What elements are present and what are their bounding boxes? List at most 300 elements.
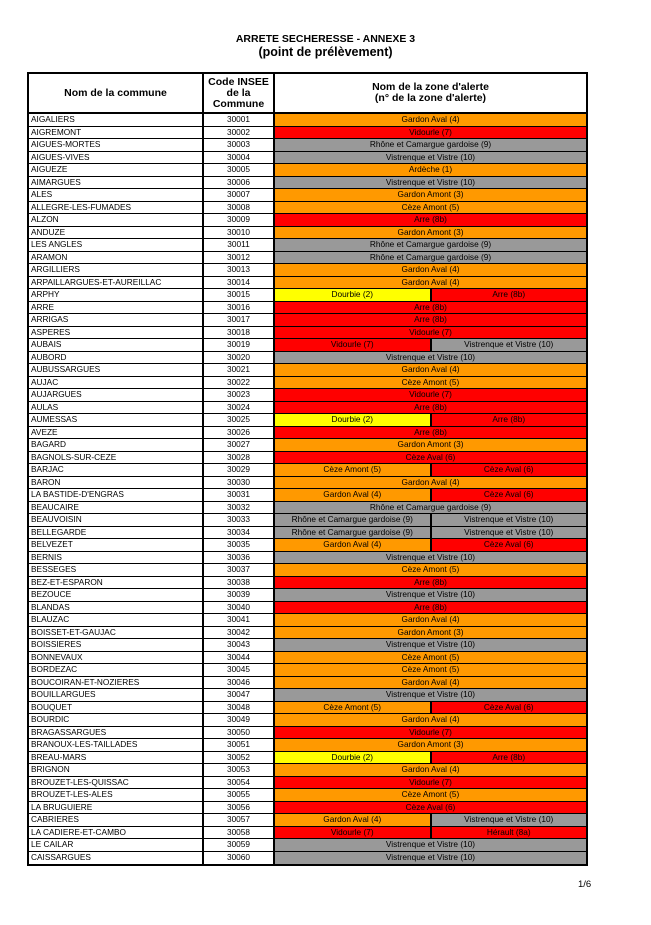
- insee-code: 30037: [204, 564, 275, 576]
- table-row: [29, 114, 586, 127]
- zone-alerte: Arre (8b): [430, 752, 587, 764]
- insee-code: 30053: [204, 764, 275, 776]
- zone-cell: [275, 589, 586, 601]
- zone-alerte: Gardon Amont (3): [275, 189, 586, 201]
- zone-alerte: Arre (8b): [275, 214, 586, 226]
- header-code-insee: [204, 74, 275, 112]
- insee-code: 30023: [204, 389, 275, 401]
- table-row: [29, 464, 586, 477]
- commune-name: BRANOUX-LES-TAILLADES: [29, 739, 204, 751]
- insee-code: 30005: [204, 164, 275, 176]
- zone-alerte: Arre (8b): [275, 302, 586, 314]
- table-row: [29, 577, 586, 590]
- zone-alerte: Rhône et Camargue gardoise (9): [275, 527, 430, 539]
- zone-cell: [275, 552, 586, 564]
- zone-alerte: Vidourle (7): [275, 327, 586, 339]
- table-row: [29, 352, 586, 365]
- zone-cell: [275, 252, 586, 264]
- commune-name: BERNIS: [29, 552, 204, 564]
- zone-cell: [275, 714, 586, 726]
- zone-alerte: Vistrenque et Vistre (10): [430, 514, 587, 526]
- header-zone-alerte: [275, 74, 586, 112]
- zone-alerte: Vistrenque et Vistre (10): [275, 589, 586, 601]
- commune-name: BROUZET-LES-ALES: [29, 789, 204, 801]
- insee-code: 30030: [204, 477, 275, 489]
- zone-cell: [275, 327, 586, 339]
- zone-cell: [275, 214, 586, 226]
- insee-code: 30050: [204, 727, 275, 739]
- table-row: [29, 277, 586, 290]
- insee-code: 30038: [204, 577, 275, 589]
- zone-alerte: Vidourle (7): [275, 777, 586, 789]
- commune-name: BARJAC: [29, 464, 204, 476]
- commune-name: AIGUES-MORTES: [29, 139, 204, 151]
- commune-name: BELLEGARDE: [29, 527, 204, 539]
- table-row: [29, 814, 586, 827]
- zone-alerte: Arre (8b): [275, 602, 586, 614]
- zone-alerte: Gardon Aval (4): [275, 764, 586, 776]
- insee-code: 30051: [204, 739, 275, 751]
- zone-alerte: Cèze Amont (5): [275, 789, 586, 801]
- insee-code: 30028: [204, 452, 275, 464]
- commune-name: CAISSARGUES: [29, 852, 204, 865]
- insee-code: 30046: [204, 677, 275, 689]
- header-code-line2: de la: [226, 86, 251, 99]
- zone-alerte: Vidourle (7): [275, 127, 586, 139]
- commune-name: BAGARD: [29, 439, 204, 451]
- table-row: [29, 839, 586, 852]
- zone-alerte: Cèze Aval (6): [275, 452, 586, 464]
- commune-name: BEAUCAIRE: [29, 502, 204, 514]
- zone-alerte: Vistrenque et Vistre (10): [275, 839, 586, 851]
- commune-name: BRAGASSARGUES: [29, 727, 204, 739]
- zone-alerte: Gardon Aval (4): [275, 814, 430, 826]
- zone-alerte: Arre (8b): [275, 427, 586, 439]
- zone-alerte: Rhône et Camargue gardoise (9): [275, 239, 586, 251]
- commune-name: AUBAIS: [29, 339, 204, 351]
- table-row: [29, 664, 586, 677]
- zone-alerte: Cèze Amont (5): [275, 702, 430, 714]
- table-row: [29, 477, 586, 490]
- insee-code: 30002: [204, 127, 275, 139]
- insee-code: 30045: [204, 664, 275, 676]
- commune-name: ARGILLIERS: [29, 264, 204, 276]
- zone-alerte: Cèze Aval (6): [275, 802, 586, 814]
- zone-cell: [275, 739, 586, 751]
- zone-alerte: Gardon Aval (4): [275, 539, 430, 551]
- zone-cell: [275, 114, 586, 126]
- zone-cell: [275, 277, 586, 289]
- zone-alerte: Dourbie (2): [275, 289, 430, 301]
- zone-alerte: Cèze Aval (6): [430, 464, 587, 476]
- zone-cell: [275, 427, 586, 439]
- table-row: [29, 539, 586, 552]
- zone-alerte: Vistrenque et Vistre (10): [275, 152, 586, 164]
- table-row: [29, 714, 586, 727]
- table-row: [29, 652, 586, 665]
- zone-alerte: Gardon Aval (4): [275, 114, 586, 126]
- insee-code: 30049: [204, 714, 275, 726]
- table-row: [29, 777, 586, 790]
- zone-alerte: Cèze Amont (5): [275, 377, 586, 389]
- zone-alerte: Gardon Aval (4): [275, 677, 586, 689]
- insee-code: 30010: [204, 227, 275, 239]
- zone-cell: [275, 202, 586, 214]
- table-row: [29, 689, 586, 702]
- insee-code: 30024: [204, 402, 275, 414]
- zone-alerte: Gardon Aval (4): [275, 277, 586, 289]
- insee-code: 30006: [204, 177, 275, 189]
- zone-cell: [275, 389, 586, 401]
- commune-name: ARPHY: [29, 289, 204, 301]
- table-row: [29, 514, 586, 527]
- zone-alerte: Cèze Amont (5): [275, 664, 586, 676]
- zone-alerte: Gardon Aval (4): [275, 714, 586, 726]
- commune-name: BAGNOLS-SUR-CEZE: [29, 452, 204, 464]
- table-row: [29, 139, 586, 152]
- zone-alerte: Ardèche (1): [275, 164, 586, 176]
- commune-name: ARRIGAS: [29, 314, 204, 326]
- page-number: 1/6: [578, 879, 592, 890]
- communes-table: [27, 72, 588, 866]
- header-zone-line1: Nom de la zone d'alerte: [372, 81, 489, 93]
- zone-alerte: Rhône et Camargue gardoise (9): [275, 139, 586, 151]
- insee-code: 30060: [204, 852, 275, 865]
- zone-alerte: Cèze Amont (5): [275, 652, 586, 664]
- insee-code: 30040: [204, 602, 275, 614]
- zone-cell: [275, 852, 586, 865]
- table-row: [29, 164, 586, 177]
- table-row: [29, 239, 586, 252]
- insee-code: 30029: [204, 464, 275, 476]
- insee-code: 30059: [204, 839, 275, 851]
- zone-alerte: Cèze Amont (5): [275, 564, 586, 576]
- commune-name: BESSEGES: [29, 564, 204, 576]
- table-row: [29, 614, 586, 627]
- insee-code: 30001: [204, 114, 275, 126]
- insee-code: 30042: [204, 627, 275, 639]
- zone-alerte: Gardon Amont (3): [275, 439, 586, 451]
- commune-name: BLAUZAC: [29, 614, 204, 626]
- insee-code: 30019: [204, 339, 275, 351]
- insee-code: 30004: [204, 152, 275, 164]
- zone-cell: [275, 189, 586, 201]
- commune-name: AUBUSSARGUES: [29, 364, 204, 376]
- zone-cell: [275, 602, 586, 614]
- insee-code: 30025: [204, 414, 275, 426]
- zone-alerte: Cèze Amont (5): [275, 202, 586, 214]
- header-code-line3: Commune: [212, 97, 265, 110]
- table-row: [29, 489, 586, 502]
- table-row: [29, 414, 586, 427]
- zone-cell: [275, 314, 586, 326]
- commune-name: LA BASTIDE-D'ENGRAS: [29, 489, 204, 501]
- insee-code: 30033: [204, 514, 275, 526]
- table-row: [29, 202, 586, 215]
- zone-alerte: Arre (8b): [275, 577, 586, 589]
- insee-code: 30027: [204, 439, 275, 451]
- commune-name: AUJAC: [29, 377, 204, 389]
- zone-alerte: Vidourle (7): [275, 727, 586, 739]
- commune-name: ARPAILLARGUES-ET-AUREILLAC: [29, 277, 204, 289]
- table-row: [29, 289, 586, 302]
- table-row: [29, 402, 586, 415]
- commune-name: BRIGNON: [29, 764, 204, 776]
- zone-alerte: Dourbie (2): [275, 752, 430, 764]
- table-row: [29, 227, 586, 240]
- insee-code: 30011: [204, 239, 275, 251]
- zone-alerte: Cèze Aval (6): [430, 539, 587, 551]
- commune-name: AUJARGUES: [29, 389, 204, 401]
- insee-code: 30022: [204, 377, 275, 389]
- table-row: [29, 677, 586, 690]
- zone-cell: [275, 127, 586, 139]
- table-row: [29, 177, 586, 190]
- commune-name: AIGREMONT: [29, 127, 204, 139]
- insee-code: 30018: [204, 327, 275, 339]
- zone-alerte: Vidourle (7): [275, 339, 430, 351]
- zone-alerte: Gardon Aval (4): [275, 489, 430, 501]
- zone-cell: [275, 402, 586, 414]
- insee-code: 30014: [204, 277, 275, 289]
- insee-code: 30036: [204, 552, 275, 564]
- zone-cell: [275, 464, 586, 476]
- zone-alerte: Vistrenque et Vistre (10): [430, 814, 587, 826]
- commune-name: ARRE: [29, 302, 204, 314]
- commune-name: AIGUEZE: [29, 164, 204, 176]
- commune-name: BELVEZET: [29, 539, 204, 551]
- commune-name: BOUQUET: [29, 702, 204, 714]
- table-row: [29, 527, 586, 540]
- zone-alerte: Cèze Aval (6): [430, 489, 587, 501]
- insee-code: 30043: [204, 639, 275, 651]
- zone-alerte: Vistrenque et Vistre (10): [275, 639, 586, 651]
- table-row: [29, 264, 586, 277]
- zone-alerte: Gardon Aval (4): [275, 364, 586, 376]
- table-row: [29, 502, 586, 515]
- zone-cell: [275, 702, 586, 714]
- insee-code: 30044: [204, 652, 275, 664]
- commune-name: AIMARGUES: [29, 177, 204, 189]
- zone-cell: [275, 477, 586, 489]
- zone-cell: [275, 489, 586, 501]
- zone-cell: [275, 527, 586, 539]
- insee-code: 30026: [204, 427, 275, 439]
- commune-name: BARON: [29, 477, 204, 489]
- commune-name: ARAMON: [29, 252, 204, 264]
- zone-alerte: Cèze Amont (5): [275, 464, 430, 476]
- zone-cell: [275, 814, 586, 826]
- commune-name: BOUILLARGUES: [29, 689, 204, 701]
- insee-code: 30055: [204, 789, 275, 801]
- commune-name: BOUCOIRAN-ET-NOZIERES: [29, 677, 204, 689]
- table-row: [29, 302, 586, 315]
- zone-cell: [275, 302, 586, 314]
- zone-alerte: Vistrenque et Vistre (10): [275, 552, 586, 564]
- table-row: [29, 852, 586, 865]
- zone-alerte: Arre (8b): [275, 314, 586, 326]
- document-title: ARRETE SECHERESSE - ANNEXE 3: [235, 33, 416, 45]
- commune-name: LA CADIERE-ET-CAMBO: [29, 827, 204, 839]
- table-row: [29, 602, 586, 615]
- table-row: [29, 552, 586, 565]
- table-row: [29, 189, 586, 202]
- table-row: [29, 327, 586, 340]
- zone-cell: [275, 652, 586, 664]
- zone-cell: [275, 689, 586, 701]
- table-row: [29, 789, 586, 802]
- insee-code: 30035: [204, 539, 275, 551]
- zone-alerte: Gardon Aval (4): [275, 477, 586, 489]
- zone-alerte: Dourbie (2): [275, 414, 430, 426]
- table-row: [29, 627, 586, 640]
- table-row: [29, 639, 586, 652]
- commune-name: BEZ-ET-ESPARON: [29, 577, 204, 589]
- commune-name: BONNEVAUX: [29, 652, 204, 664]
- zone-cell: [275, 164, 586, 176]
- zone-cell: [275, 264, 586, 276]
- zone-alerte: Vistrenque et Vistre (10): [430, 339, 587, 351]
- zone-cell: [275, 827, 586, 839]
- insee-code: 30058: [204, 827, 275, 839]
- zone-cell: [275, 502, 586, 514]
- table-row: [29, 314, 586, 327]
- zone-cell: [275, 577, 586, 589]
- table-row: [29, 564, 586, 577]
- commune-name: ALLEGRE-LES-FUMADES: [29, 202, 204, 214]
- commune-name: BLANDAS: [29, 602, 204, 614]
- insee-code: 30021: [204, 364, 275, 376]
- insee-code: 30015: [204, 289, 275, 301]
- header-zone-line2: (n° de la zone d'alerte): [374, 92, 487, 104]
- insee-code: 30031: [204, 489, 275, 501]
- zone-alerte: Gardon Amont (3): [275, 627, 586, 639]
- insee-code: 30017: [204, 314, 275, 326]
- zone-alerte: Gardon Amont (3): [275, 739, 586, 751]
- header-commune: Nom de la commune: [29, 74, 204, 112]
- zone-cell: [275, 514, 586, 526]
- commune-name: BREAU-MARS: [29, 752, 204, 764]
- zone-alerte: Vistrenque et Vistre (10): [275, 352, 586, 364]
- zone-alerte: Vistrenque et Vistre (10): [430, 527, 587, 539]
- commune-name: BORDEZAC: [29, 664, 204, 676]
- table-row: [29, 427, 586, 440]
- insee-code: 30012: [204, 252, 275, 264]
- table-row: [29, 802, 586, 815]
- commune-name: ALZON: [29, 214, 204, 226]
- commune-name: ALES: [29, 189, 204, 201]
- table-row: [29, 702, 586, 715]
- insee-code: 30052: [204, 752, 275, 764]
- zone-cell: [275, 414, 586, 426]
- zone-cell: [275, 139, 586, 151]
- insee-code: 30032: [204, 502, 275, 514]
- commune-name: BOISSIERES: [29, 639, 204, 651]
- zone-alerte: Gardon Amont (3): [275, 227, 586, 239]
- commune-name: BEZOUCE: [29, 589, 204, 601]
- zone-alerte: Gardon Aval (4): [275, 614, 586, 626]
- zone-alerte: Arre (8b): [430, 414, 587, 426]
- zone-alerte: Vidourle (7): [275, 827, 430, 839]
- zone-cell: [275, 227, 586, 239]
- zone-alerte: Gardon Aval (4): [275, 264, 586, 276]
- zone-cell: [275, 752, 586, 764]
- insee-code: 30008: [204, 202, 275, 214]
- commune-name: AULAS: [29, 402, 204, 414]
- insee-code: 30057: [204, 814, 275, 826]
- commune-name: BOISSET-ET-GAUJAC: [29, 627, 204, 639]
- zone-cell: [275, 614, 586, 626]
- zone-alerte: Vidourle (7): [275, 389, 586, 401]
- table-row: [29, 727, 586, 740]
- zone-cell: [275, 339, 586, 351]
- table-row: [29, 252, 586, 265]
- insee-code: 30034: [204, 527, 275, 539]
- insee-code: 30013: [204, 264, 275, 276]
- zone-cell: [275, 352, 586, 364]
- insee-code: 30007: [204, 189, 275, 201]
- commune-name: LES ANGLES: [29, 239, 204, 251]
- insee-code: 30048: [204, 702, 275, 714]
- commune-name: AIGALIERS: [29, 114, 204, 126]
- zone-cell: [275, 564, 586, 576]
- commune-name: AUMESSAS: [29, 414, 204, 426]
- commune-name: LA BRUGUIERE: [29, 802, 204, 814]
- table-row: [29, 739, 586, 752]
- insee-code: 30041: [204, 614, 275, 626]
- header-code-line1: Code INSEE: [208, 75, 269, 88]
- table-row: [29, 339, 586, 352]
- insee-code: 30003: [204, 139, 275, 151]
- zone-cell: [275, 377, 586, 389]
- zone-cell: [275, 177, 586, 189]
- commune-name: AVEZE: [29, 427, 204, 439]
- table-header: [29, 74, 586, 114]
- commune-name: ANDUZE: [29, 227, 204, 239]
- zone-alerte: Vistrenque et Vistre (10): [275, 689, 586, 701]
- table-row: [29, 452, 586, 465]
- table-body: [29, 114, 586, 864]
- zone-alerte: Vistrenque et Vistre (10): [275, 177, 586, 189]
- table-row: [29, 439, 586, 452]
- insee-code: 30056: [204, 802, 275, 814]
- commune-name: AIGUES-VIVES: [29, 152, 204, 164]
- zone-cell: [275, 289, 586, 301]
- zone-cell: [275, 439, 586, 451]
- table-row: [29, 377, 586, 390]
- commune-name: BOURDIC: [29, 714, 204, 726]
- table-row: [29, 214, 586, 227]
- zone-alerte: Rhône et Camargue gardoise (9): [275, 252, 586, 264]
- zone-cell: [275, 239, 586, 251]
- table-row: [29, 589, 586, 602]
- zone-cell: [275, 677, 586, 689]
- document-subtitle: (point de prélèvement): [258, 45, 393, 59]
- zone-cell: [275, 789, 586, 801]
- zone-cell: [275, 364, 586, 376]
- insee-code: 30020: [204, 352, 275, 364]
- table-row: [29, 127, 586, 140]
- zone-cell: [275, 777, 586, 789]
- zone-alerte: Arre (8b): [430, 289, 587, 301]
- insee-code: 30054: [204, 777, 275, 789]
- table-row: [29, 752, 586, 765]
- zone-cell: [275, 839, 586, 851]
- table-row: [29, 827, 586, 840]
- insee-code: 30039: [204, 589, 275, 601]
- zone-alerte: Rhône et Camargue gardoise (9): [275, 502, 586, 514]
- insee-code: 30016: [204, 302, 275, 314]
